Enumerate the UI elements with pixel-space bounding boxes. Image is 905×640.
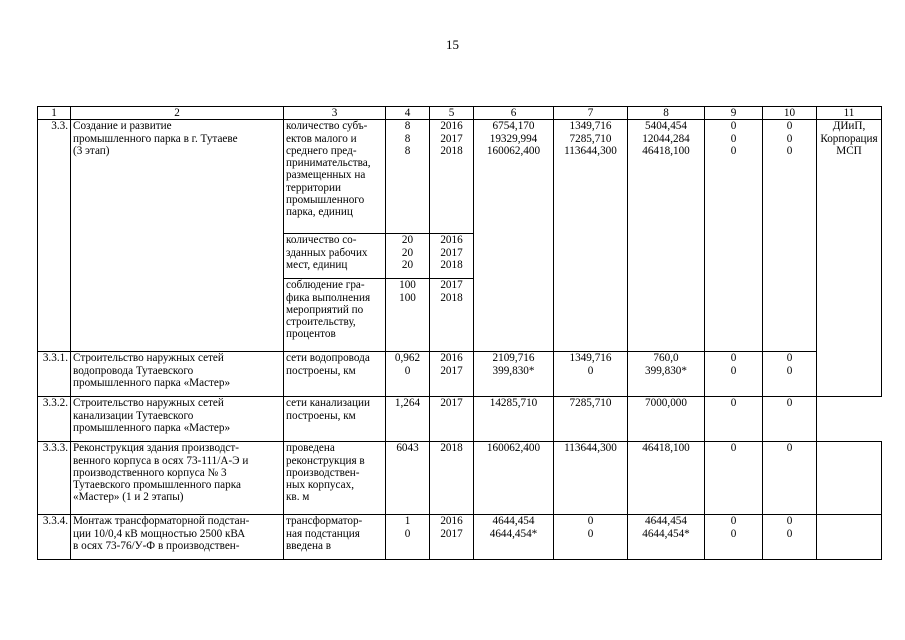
column-number: 3 [284,107,386,120]
item-number: 3.3.3. [38,442,71,515]
funding-col-10: 0 [763,397,817,442]
table-row-3-3-3 [38,442,882,515]
item-name: Строительство наружных сетей канализации Тутаевского промышленного парка «Мастер» [71,397,284,442]
program-table [37,106,882,560]
column-number: 4 [386,107,430,120]
indicator-values: 6043 [386,442,430,515]
funding-col-8: 7000,000 [628,397,705,442]
indicator-years: 2016 2017 [430,515,474,560]
indicator-years: 2016 2017 [430,352,474,397]
total-funding: 4644,454 4644,454* [474,515,554,560]
executors-empty [817,515,882,560]
column-number: 2 [71,107,284,120]
indicator-years: 2018 [430,442,474,515]
indicator-values: 1,264 [386,397,430,442]
total-funding: 160062,400 [474,442,554,515]
funding-col-10: 0 0 [763,352,817,397]
table-row-3-3 [38,120,882,234]
funding-col-10: 0 0 [763,515,817,560]
item-number: 3.3. [38,120,71,352]
item-name: Создание и развитие промышленного парка в г. Тутаеве (3 этап) [71,120,284,352]
executors-empty [817,442,882,515]
item-number: 3.3.4. [38,515,71,560]
column-number: 5 [430,107,474,120]
item-name: Реконструкция здания производст- венного корпуса в осях 73-111/А-Э и производственного корпуса № 3 Тутаевского промышленного парка «Мастер» (1 и 2 этапы) [71,442,284,515]
indicator-values: 20 20 20 [386,234,430,279]
funding-col-7: 113644,300 [554,442,628,515]
funding-col-9: 0 [705,397,763,442]
indicator-years: 2017 2018 [430,279,474,352]
funding-col-7: 1349,716 7285,710 113644,300 [554,120,628,352]
indicator-years: 2016 2017 2018 [430,234,474,279]
funding-col-10: 0 [763,442,817,515]
indicator-values: 1 0 [386,515,430,560]
item-name: Монтаж трансформаторной подстан- ции 10/0,4 кВ мощностью 2500 кВА в осях 73-76/У-Ф в производствен- [71,515,284,560]
funding-col-9: 0 0 0 [705,120,763,352]
funding-col-7: 1349,716 0 [554,352,628,397]
column-number: 10 [763,107,817,120]
table-row-3-3-1 [38,352,882,397]
funding-col-8: 46418,100 [628,442,705,515]
item-name: Строительство наружных сетей водопровода Тутаевского промышленного парка «Мастер» [71,352,284,397]
table-row-3-3-4 [38,515,882,560]
indicator-text: соблюдение гра- фика выполнения мероприятий по строительству, процентов [284,279,386,352]
indicator-years: 2017 [430,397,474,442]
indicator-years: 2016 2017 2018 [430,120,474,234]
funding-col-9: 0 [705,442,763,515]
indicator-text: сети канализации построены, км [284,397,386,442]
indicator-values: 0,962 0 [386,352,430,397]
indicator-text: количество со- зданных рабочих мест, единиц [284,234,386,279]
column-number-row [38,107,882,120]
column-number: 9 [705,107,763,120]
table-row-3-3-2 [38,397,882,442]
funding-col-10: 0 0 0 [763,120,817,352]
indicator-values: 8 8 8 [386,120,430,234]
indicator-text: количество субъ- ектов малого и среднего пред- принимательства, размещенных на территории промышленного парка, единиц [284,120,386,234]
item-number: 3.3.1. [38,352,71,397]
total-funding: 6754,170 19329,994 160062,400 [474,120,554,352]
funding-col-9: 0 0 [705,352,763,397]
funding-col-8: 760,0 399,830* [628,352,705,397]
executors: ДИиП, Корпорация МСП [817,120,882,397]
indicator-text: проведена реконструкция в производствен- ных корпусах, кв. м [284,442,386,515]
total-funding: 14285,710 [474,397,554,442]
funding-col-7: 0 0 [554,515,628,560]
column-number: 11 [817,107,882,120]
indicator-text: сети водопровода построены, км [284,352,386,397]
column-number: 1 [38,107,71,120]
indicator-values: 100 100 [386,279,430,352]
funding-col-7: 7285,710 [554,397,628,442]
indicator-text: трансформатор- ная подстанция введена в [284,515,386,560]
page-number: 15 [446,37,459,52]
funding-col-9: 0 0 [705,515,763,560]
column-number: 6 [474,107,554,120]
column-number: 8 [628,107,705,120]
column-number: 7 [554,107,628,120]
funding-col-8: 5404,454 12044,284 46418,100 [628,120,705,352]
total-funding: 2109,716 399,830* [474,352,554,397]
item-number: 3.3.2. [38,397,71,442]
funding-col-8: 4644,454 4644,454* [628,515,705,560]
